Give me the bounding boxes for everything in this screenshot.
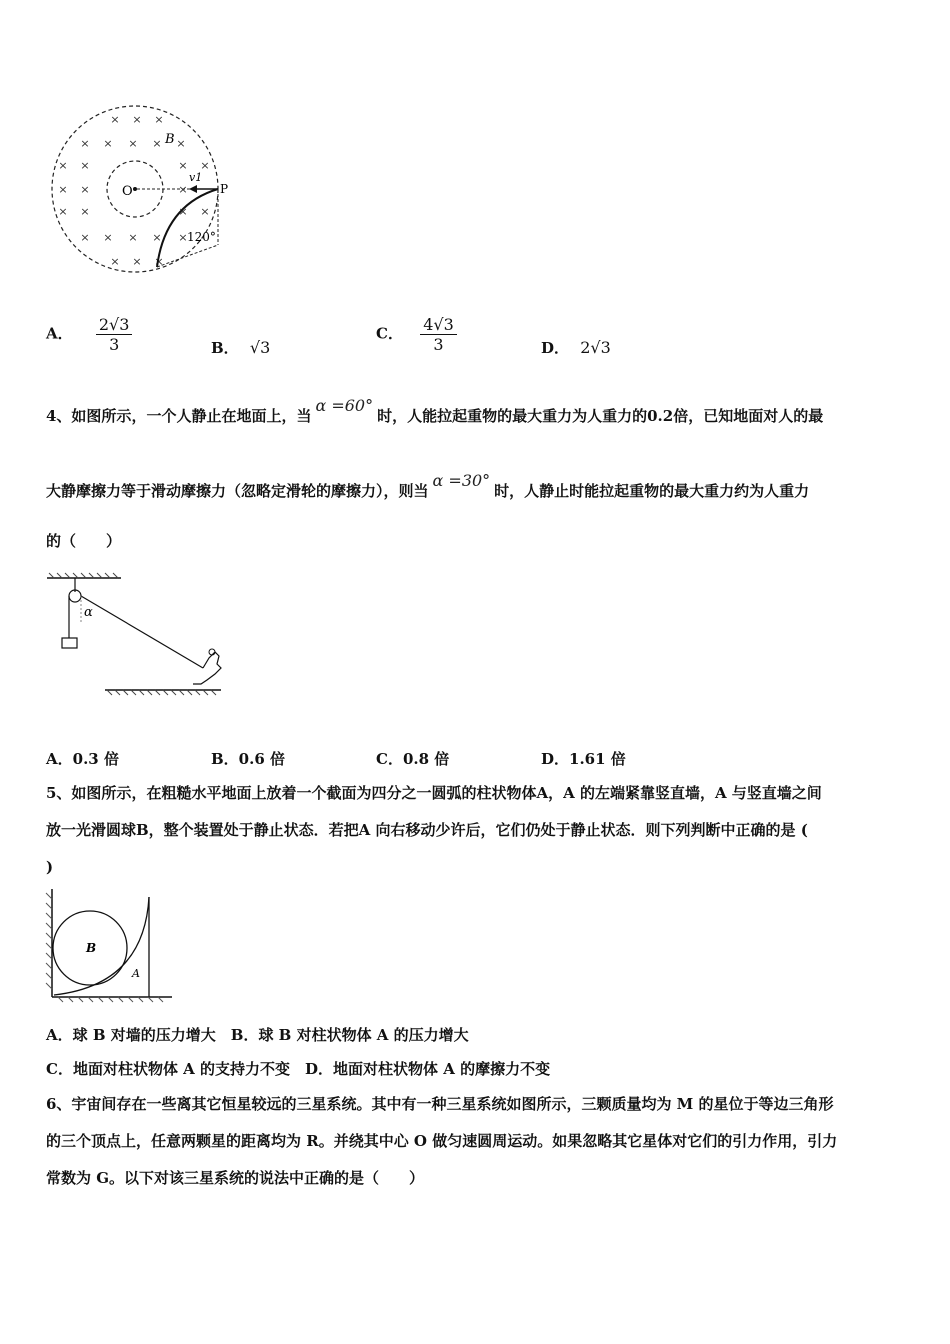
svg-text:×: × <box>110 255 120 268</box>
svg-text:×: × <box>132 113 142 126</box>
svg-text:×: × <box>152 231 162 244</box>
svg-text:×: × <box>132 255 142 268</box>
q5-options-row1: A．球 B 对墙的压力增大 B．球 B 对柱状物体 A 的压力增大 <box>46 1026 469 1044</box>
q3-option-c: C． $\frac{4√3}{3}$ <box>376 315 457 354</box>
svg-text:×: × <box>80 159 90 172</box>
svg-text:×: × <box>80 183 90 196</box>
label-b: B <box>165 132 175 147</box>
svg-text:×: × <box>58 159 68 172</box>
label-o: O <box>122 184 133 199</box>
q4-line3: 的（ ） <box>46 532 122 550</box>
q4-option-c: C．0.8 倍 <box>376 750 450 768</box>
ball-cylinder-figure <box>44 885 176 1005</box>
q6-line3: 常数为 G。以下对该三星系统的说法中正确的是（ ） <box>46 1169 425 1187</box>
svg-text:×: × <box>80 205 90 218</box>
svg-text:×: × <box>103 137 113 150</box>
svg-text:×: × <box>178 183 188 196</box>
svg-text:×: × <box>58 205 68 218</box>
label-v1: v1 <box>189 171 203 184</box>
q6-line1: 6、宇宙间存在一些离其它恒星较远的三星系统。其中有一种三星系统如图所示，三颗质量均为 M 的星位于等边三角形 <box>46 1095 834 1113</box>
svg-text:×: × <box>128 137 138 150</box>
svg-text:×: × <box>178 159 188 172</box>
alpha-60: α =60° <box>315 396 374 415</box>
svg-text:×: × <box>178 205 188 218</box>
label-angle: 120° <box>187 230 216 244</box>
svg-text:×: × <box>176 137 186 150</box>
svg-text:×: × <box>80 231 90 244</box>
svg-text:×: × <box>154 255 164 268</box>
pulley-figure <box>45 572 225 702</box>
magnetic-field-figure <box>45 95 235 285</box>
q4-option-d: D．1.61 倍 <box>541 750 626 768</box>
alpha-30: α =30° <box>432 471 491 490</box>
q3-option-b: B． √3 <box>211 338 271 357</box>
svg-text:×: × <box>103 231 113 244</box>
svg-text:×: × <box>200 159 210 172</box>
svg-text:×: × <box>110 113 120 126</box>
q4-option-a: A．0.3 倍 <box>46 750 119 768</box>
q4-line2: 大静摩擦力等于滑动摩擦力（忽略定滑轮的摩擦力），则当α =30°时，人静止时能拉起重物的最大重力约为人重力 <box>46 471 810 500</box>
svg-text:×: × <box>178 231 188 244</box>
svg-text:×: × <box>154 113 164 126</box>
q3-option-d: D． 2√3 <box>541 338 611 357</box>
q5-options-row2: C．地面对柱状物体 A 的支持力不变 D．地面对柱状物体 A 的摩擦力不变 <box>46 1060 551 1078</box>
svg-text:×: × <box>200 205 210 218</box>
label-ball-b: B <box>86 941 97 955</box>
label-cylinder-a: A <box>132 967 140 980</box>
q6-line2: 的三个顶点上，任意两颗星的距离均为 R。并绕其中心 O 做匀速圆周运动。如果忽略其它星体对它们的引力作用，引力 <box>46 1132 838 1150</box>
svg-text:×: × <box>128 231 138 244</box>
svg-text:×: × <box>152 137 162 150</box>
label-p: P <box>220 182 229 196</box>
q4-option-b: B．0.6 倍 <box>211 750 285 768</box>
q3-option-a: A． $\frac{2√3}{3}$ <box>46 315 132 354</box>
q5-line3: ) <box>46 858 54 876</box>
q4-line1: 4、如图所示，一个人静止在地面上，当α =60°时，人能拉起重物的最大重力为人重力的0.2倍，已知地面对人的最 <box>46 396 824 425</box>
alpha-label: α <box>84 605 93 620</box>
svg-text:×: × <box>80 137 90 150</box>
q5-line2: 放一光滑圆球B，整个装置处于静止状态．若把A 向右移动少许后，它们仍处于静止状态．则下列判断中正确的是 ( <box>46 821 808 839</box>
svg-text:×: × <box>58 183 68 196</box>
q5-line1: 5、如图所示，在粗糙水平地面上放着一个截面为四分之一圆弧的柱状物体A，A 的左端紧靠竖直墙，A 与竖直墙之间 <box>46 784 822 802</box>
